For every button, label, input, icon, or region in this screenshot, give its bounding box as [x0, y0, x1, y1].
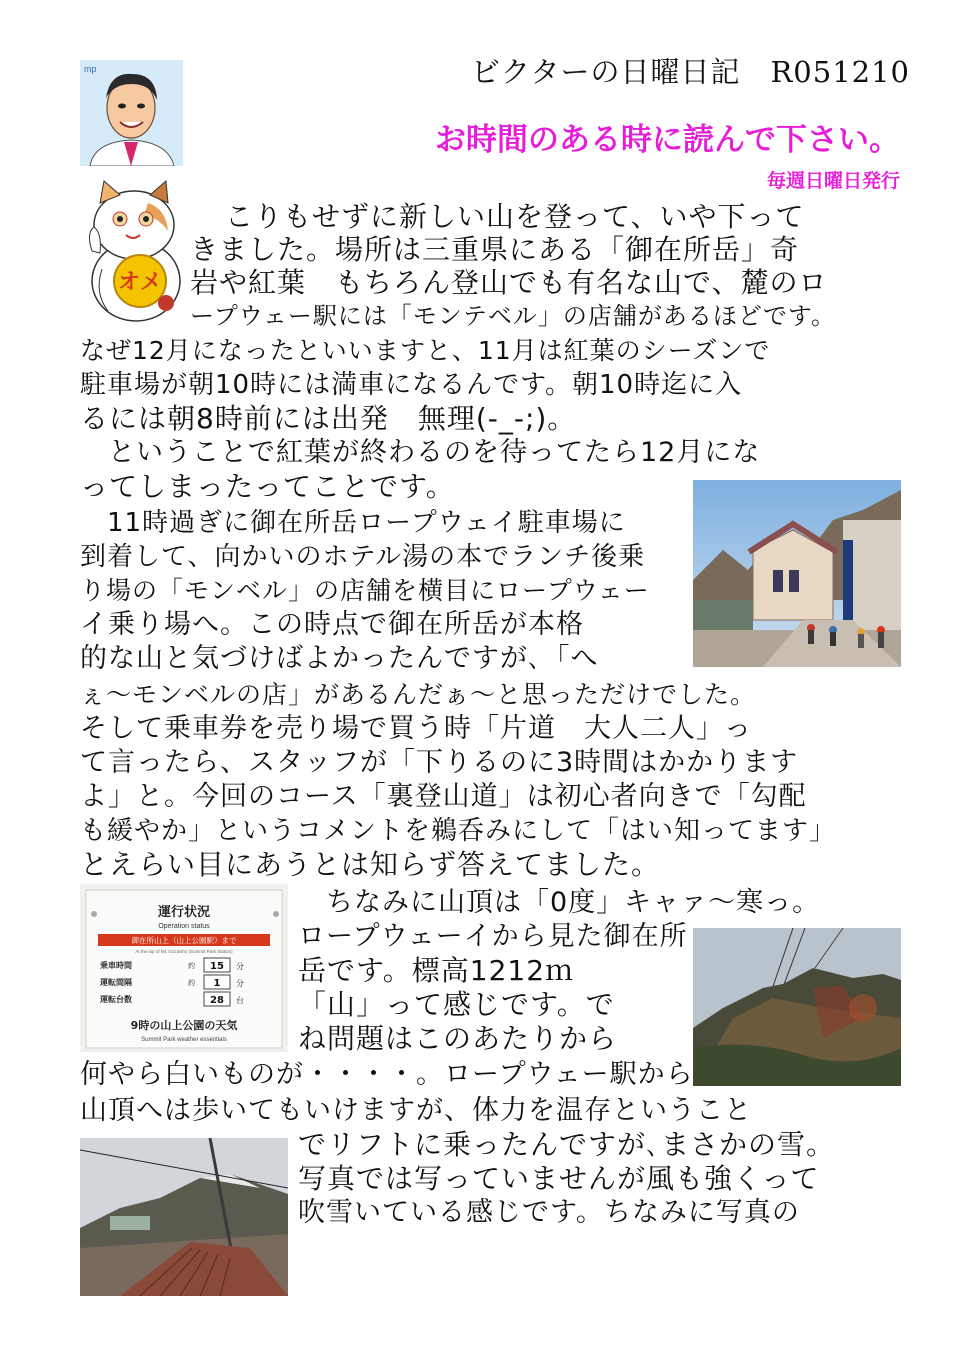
- ropeway-station-photo: [693, 480, 901, 667]
- body-line: なぜ12月になったといいますと、11月は紅葉のシーズンで: [80, 336, 771, 365]
- svg-text:1: 1: [213, 978, 221, 989]
- body-line: 岩や紅葉 もちろん登山でも有名な山で、麓のロ: [190, 266, 828, 299]
- body-line: 岳です。標高1212ｍ: [298, 954, 575, 987]
- body-line: ということで紅葉が終わるのを待ってたら12月にな: [80, 437, 761, 468]
- weather-title: 9時の山上公園の天気: [130, 1019, 238, 1032]
- reading-note: お時間のある時に読んで下さい。: [435, 122, 900, 158]
- chairlift-photo: [80, 1138, 288, 1296]
- body-line: とえらい目にあうとは知らず答えてました。: [80, 848, 661, 881]
- ropeway-view-photo: [693, 928, 901, 1086]
- svg-text:分: 分: [236, 979, 244, 988]
- body-line: 写真では写っていませんが風も強くって: [298, 1162, 820, 1195]
- body-line: きました。場所は三重県にある「御在所岳」奇: [190, 233, 800, 266]
- body-line: て言ったら、スタッフが「下りるのに3時間はかかります: [80, 747, 799, 778]
- cat-badge-text: オメ: [118, 270, 162, 295]
- body-line: も緩やか」というコメントを鵜呑みにして「はい知ってます」: [80, 816, 837, 846]
- body-line: でリフトに乗ったんですが､まさかの雪。: [298, 1128, 836, 1161]
- body-line: 吹雪いている感じです。ちなみに写真の: [298, 1197, 800, 1228]
- newsletter-title: ビクターの日曜日記 R051210: [471, 55, 910, 89]
- body-line: そして乗車券を売り場で買う時「片道 大人二人」っ: [80, 713, 752, 744]
- body-line: ね問題はこのあたりから: [298, 1022, 618, 1055]
- svg-text:運転台数: 運転台数: [100, 995, 132, 1004]
- body-line: ぇ～モンベルの店」があるんだぁ～と思っただけでした。: [80, 680, 757, 709]
- status-title-en: Operation status: [158, 923, 210, 930]
- body-line: 「山」って感じです。で: [298, 988, 615, 1021]
- body-line: ってしまったってことです。: [80, 470, 455, 503]
- body-line: よ」と。今回のコース「裏登山道」は初心者向きで「勾配: [80, 781, 807, 812]
- body-line: イ乗り場へ。この時点で御在所岳が本格: [80, 609, 584, 640]
- body-line: 11時過ぎに御在所岳ロープウェイ駐車場に: [80, 508, 626, 538]
- body-line: り場の「モンベル」の店舗を横目にロープウェー: [80, 576, 650, 605]
- weather-title-en: Summit Park weather essentials: [141, 1037, 227, 1043]
- body-line: 駐車場が朝10時には満車になるんです。朝10時迄に入: [80, 370, 743, 400]
- body-line: 何やら白いものが・・・・。ロープウェー駅から: [80, 1059, 694, 1090]
- svg-text:台: 台: [236, 996, 244, 1005]
- svg-text:28: 28: [210, 995, 224, 1006]
- svg-text:15: 15: [210, 961, 224, 972]
- body-line: るには朝8時前には出発 無理(-_-;)。: [80, 402, 577, 435]
- svg-text:約: 約: [188, 962, 195, 970]
- author-caricature: [80, 60, 183, 166]
- publication-note: 毎週日曜日発行: [766, 170, 900, 192]
- status-title: 運行状況: [157, 905, 211, 920]
- svg-text:運転間隔: 運転間隔: [100, 978, 132, 987]
- svg-text:分: 分: [236, 962, 244, 971]
- operation-status-photo: [80, 884, 288, 1052]
- body-line: 到着して、向かいのホテル湯の本でランチ後乗: [80, 542, 646, 572]
- status-route-en: At the top of Mt. Gozaisho (Summit Park Station): [135, 949, 233, 954]
- status-route: 御在所山上（山上公園駅）まで: [131, 936, 237, 945]
- body-line: 山頂へは歩いてもいけますが、体力を温存ということ: [80, 1095, 752, 1126]
- body-line: ロープウェーイから見た御在所: [298, 921, 688, 952]
- svg-text:約: 約: [188, 979, 195, 987]
- body-line: ちなみに山頂は「0度」キャァ～寒っ。: [298, 887, 821, 918]
- svg-text:乗車時間: 乗車時間: [100, 961, 132, 970]
- body-line: ープウェー駅には「モンテベル」の店舗があるほどです。: [190, 302, 836, 330]
- body-line: こりもせずに新しい山を登って、いや下って: [196, 200, 805, 233]
- maneki-neko-illustration: [82, 173, 190, 323]
- body-line: 的な山と気づけばよかったんですが､「へ: [80, 643, 599, 674]
- avatar-mark: mp: [84, 64, 97, 74]
